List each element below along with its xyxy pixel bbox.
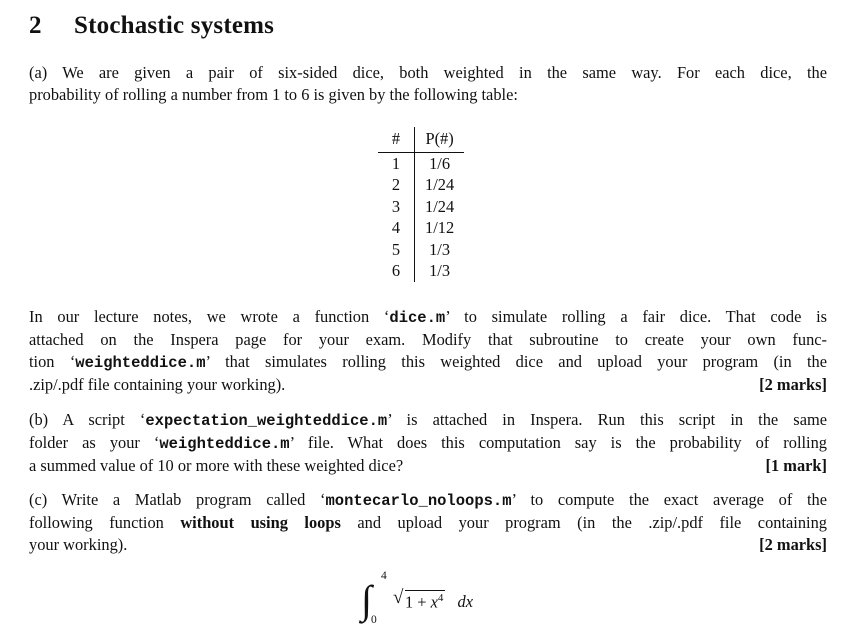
- probability-table: [378, 127, 464, 282]
- marks-badge: [2 marks]: [759, 375, 827, 394]
- table-cell-number: 4: [378, 217, 415, 239]
- text: ’ file. What does this computation say is the probability of rolling: [289, 433, 827, 452]
- part-c-line-3: [29, 534, 827, 556]
- part-a-line-1: [29, 62, 827, 84]
- section-title: Stochastic systems: [74, 12, 275, 39]
- table-cell-probability: 1/24: [425, 175, 455, 194]
- table-header-number: #: [378, 127, 415, 152]
- text: A script ‘: [62, 410, 146, 429]
- text: In our lecture notes, we wrote a function ‘: [29, 307, 390, 326]
- emphasis-no-loops: without using loops: [180, 513, 341, 532]
- part-a-text-1: We are given a pair of six-sided dice, both weighted in the same way. For each dice, the: [62, 63, 827, 82]
- table-cell-probability: 1/3: [429, 239, 451, 259]
- part-a-task: [29, 306, 827, 396]
- marks-badge: [1 mark]: [765, 456, 827, 475]
- code-weighteddice: weighteddice.m: [159, 435, 290, 453]
- part-a-intro: [29, 62, 827, 106]
- part-c-line-1: [29, 489, 827, 512]
- text: folder as your ‘: [29, 433, 160, 452]
- marks-badge: [2 marks]: [759, 535, 827, 554]
- table-cell-probability: 1/24: [425, 196, 455, 216]
- integral-formula: [357, 570, 517, 630]
- text: your working).: [29, 535, 128, 554]
- text: tion ‘: [29, 352, 76, 371]
- exponent: 4: [437, 592, 444, 604]
- integral-upper-limit: 4: [381, 570, 387, 582]
- code-dice: dice.m: [389, 309, 446, 327]
- part-c-label: (c): [29, 490, 48, 509]
- section-number: 2: [29, 12, 42, 39]
- part-b-label: (b): [29, 410, 49, 429]
- table-cell-number: 5: [378, 239, 415, 261]
- table-cell-probability: 1/6: [429, 153, 451, 173]
- table-cell-number: 2: [378, 174, 415, 196]
- text: ’ to compute the exact average of the: [511, 490, 827, 509]
- table-row: [378, 174, 464, 196]
- table-row: [378, 217, 464, 239]
- square-root: [393, 587, 445, 612]
- text: a summed value of 10 or more with these weighted dice?: [29, 456, 404, 475]
- table-cell-probability: 1/3: [429, 261, 451, 280]
- table-cell-number: 1: [378, 152, 415, 174]
- code-expectation: expectation_weighteddice.m: [145, 412, 388, 430]
- variable: x: [430, 592, 438, 612]
- part-a-task-line-3: [29, 351, 827, 374]
- table-header-row: [378, 127, 464, 152]
- table-row: [378, 260, 464, 282]
- part-c: [29, 489, 827, 556]
- part-b-line-2: [29, 432, 827, 455]
- text: .zip/.pdf file containing your working).: [29, 375, 286, 394]
- code-weighteddice: weighteddice.m: [75, 354, 206, 372]
- differential: dx: [457, 592, 474, 612]
- part-a-task-line-4: [29, 374, 827, 396]
- integral-lower-limit: 0: [371, 614, 377, 626]
- table-row: [378, 196, 464, 218]
- text: ’ to simulate rolling a fair dice. That code is: [445, 307, 828, 326]
- table-cell-probability: 1/12: [425, 218, 455, 237]
- part-c-line-2: [29, 512, 827, 534]
- part-a-task-line-2: attached on the Inspera page for your exam. Modify that subroutine to create your own func-: [29, 330, 827, 349]
- part-b-line-1: [29, 409, 827, 432]
- code-montecarlo: montecarlo_noloops.m: [325, 492, 512, 510]
- table-row: [378, 152, 464, 174]
- table-cell-number: 6: [378, 260, 415, 282]
- integral-sign-icon: ∫: [361, 577, 372, 622]
- radicand-constant: 1 +: [405, 592, 431, 612]
- radicand: [405, 590, 445, 612]
- sqrt-icon: √: [393, 587, 404, 608]
- table-row: [378, 239, 464, 261]
- section-heading: [29, 12, 274, 40]
- part-a-label: (a): [29, 63, 48, 82]
- text: ’ is attached in Inspera. Run this script in the same: [387, 410, 827, 429]
- text: following function: [29, 513, 181, 532]
- integrand: [393, 587, 474, 612]
- part-b-line-3: [29, 455, 827, 477]
- part-b: [29, 409, 827, 477]
- table-cell-number: 3: [378, 196, 415, 218]
- part-a-line-2: probability of rolling a number from 1 to 6 is given by the following table:: [29, 85, 518, 104]
- table-header-probability: P(#): [415, 127, 465, 152]
- text: ’ that simulates rolling this weighted dice and upload your program (in the: [205, 352, 828, 371]
- text: and upload your program (in the .zip/.pdf file containing: [340, 513, 827, 532]
- text: Write a Matlab program called ‘: [61, 490, 326, 509]
- part-a-task-line-1: [29, 306, 827, 329]
